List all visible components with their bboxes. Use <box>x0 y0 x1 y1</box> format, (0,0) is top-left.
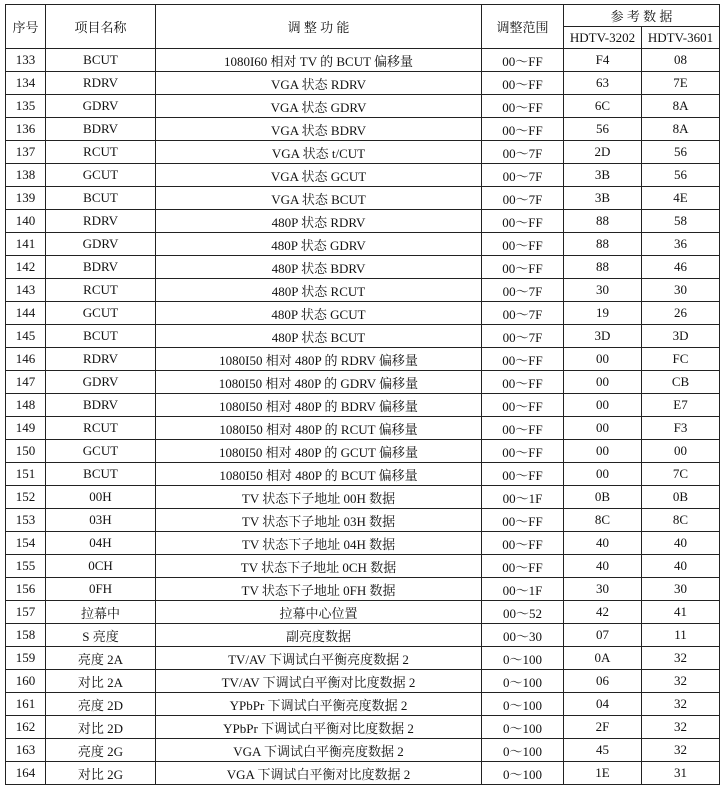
cell-hdtv-3601: 11 <box>642 624 720 647</box>
page <box>5 4 720 785</box>
cell-index: 133 <box>6 49 46 72</box>
cell-index: 140 <box>6 210 46 233</box>
cell-function: 480P 状态 GDRV <box>156 233 482 256</box>
cell-function: VGA 状态 GDRV <box>156 95 482 118</box>
cell-hdtv-3202: 00 <box>564 371 642 394</box>
table-row <box>6 95 720 118</box>
cell-range: 00～FF <box>482 463 564 486</box>
cell-function: 1080I50 相对 480P 的 GDRV 偏移量 <box>156 371 482 394</box>
cell-function: 1080I60 相对 TV 的 BCUT 偏移量 <box>156 49 482 72</box>
cell-function: VGA 下调试白平衡对比度数据 2 <box>156 762 482 785</box>
cell-range: 00～FF <box>482 417 564 440</box>
cell-hdtv-3202: 2D <box>564 141 642 164</box>
cell-index: 153 <box>6 509 46 532</box>
cell-index: 136 <box>6 118 46 141</box>
cell-hdtv-3202: 00 <box>564 394 642 417</box>
cell-index: 145 <box>6 325 46 348</box>
cell-hdtv-3601: 32 <box>642 693 720 716</box>
table-header <box>6 5 720 49</box>
table-row <box>6 509 720 532</box>
cell-hdtv-3202: 04 <box>564 693 642 716</box>
cell-item-name: 04H <box>46 532 156 555</box>
header-item-name: 项目名称 <box>46 5 156 49</box>
cell-hdtv-3601: 4E <box>642 187 720 210</box>
table-row <box>6 210 720 233</box>
cell-index: 155 <box>6 555 46 578</box>
cell-hdtv-3601: 00 <box>642 440 720 463</box>
table-row <box>6 693 720 716</box>
cell-function: YPbPr 下调试白平衡亮度数据 2 <box>156 693 482 716</box>
cell-hdtv-3601: 46 <box>642 256 720 279</box>
cell-item-name: 亮度 2D <box>46 693 156 716</box>
cell-index: 139 <box>6 187 46 210</box>
cell-hdtv-3601: 56 <box>642 141 720 164</box>
cell-item-name: 拉幕中 <box>46 601 156 624</box>
table-row <box>6 256 720 279</box>
cell-index: 154 <box>6 532 46 555</box>
cell-hdtv-3601: 32 <box>642 647 720 670</box>
table-row <box>6 532 720 555</box>
cell-range: 00～FF <box>482 118 564 141</box>
table-row <box>6 647 720 670</box>
cell-item-name: RDRV <box>46 348 156 371</box>
table-row <box>6 578 720 601</box>
cell-hdtv-3202: 1E <box>564 762 642 785</box>
cell-hdtv-3601: F3 <box>642 417 720 440</box>
cell-index: 146 <box>6 348 46 371</box>
table-row <box>6 670 720 693</box>
header-range: 调整范围 <box>482 5 564 49</box>
cell-item-name: RCUT <box>46 417 156 440</box>
cell-hdtv-3601: 8C <box>642 509 720 532</box>
cell-index: 162 <box>6 716 46 739</box>
cell-hdtv-3601: 40 <box>642 555 720 578</box>
cell-function: TV 状态下子地址 04H 数据 <box>156 532 482 555</box>
cell-hdtv-3202: 30 <box>564 578 642 601</box>
cell-range: 00～FF <box>482 233 564 256</box>
cell-hdtv-3202: 45 <box>564 739 642 762</box>
cell-item-name: BCUT <box>46 187 156 210</box>
cell-hdtv-3601: 56 <box>642 164 720 187</box>
cell-index: 164 <box>6 762 46 785</box>
cell-range: 0～100 <box>482 647 564 670</box>
cell-range: 0～100 <box>482 716 564 739</box>
cell-item-name: GCUT <box>46 164 156 187</box>
cell-index: 134 <box>6 72 46 95</box>
header-function: 调 整 功 能 <box>156 5 482 49</box>
cell-item-name: 对比 2D <box>46 716 156 739</box>
cell-item-name: BCUT <box>46 325 156 348</box>
cell-function: TV 状态下子地址 0CH 数据 <box>156 555 482 578</box>
cell-function: 480P 状态 BCUT <box>156 325 482 348</box>
cell-function: VGA 状态 BDRV <box>156 118 482 141</box>
cell-range: 00～7F <box>482 164 564 187</box>
cell-hdtv-3601: 0B <box>642 486 720 509</box>
cell-item-name: BCUT <box>46 49 156 72</box>
cell-item-name: GCUT <box>46 302 156 325</box>
cell-hdtv-3601: 58 <box>642 210 720 233</box>
cell-hdtv-3202: 3D <box>564 325 642 348</box>
cell-function: 1080I50 相对 480P 的 BCUT 偏移量 <box>156 463 482 486</box>
cell-range: 00～FF <box>482 371 564 394</box>
table-row <box>6 394 720 417</box>
cell-item-name: 对比 2A <box>46 670 156 693</box>
table-row <box>6 187 720 210</box>
cell-function: 1080I50 相对 480P 的 GCUT 偏移量 <box>156 440 482 463</box>
cell-range: 00～FF <box>482 394 564 417</box>
cell-function: 1080I50 相对 480P 的 BDRV 偏移量 <box>156 394 482 417</box>
cell-hdtv-3202: 88 <box>564 233 642 256</box>
cell-range: 00～30 <box>482 624 564 647</box>
cell-function: VGA 下调试白平衡亮度数据 2 <box>156 739 482 762</box>
cell-hdtv-3202: 07 <box>564 624 642 647</box>
cell-index: 143 <box>6 279 46 302</box>
table-row <box>6 279 720 302</box>
cell-index: 138 <box>6 164 46 187</box>
table-row <box>6 164 720 187</box>
cell-index: 149 <box>6 417 46 440</box>
cell-hdtv-3202: 3B <box>564 187 642 210</box>
cell-hdtv-3202: 56 <box>564 118 642 141</box>
cell-hdtv-3601: E7 <box>642 394 720 417</box>
table-row <box>6 601 720 624</box>
cell-item-name: 0CH <box>46 555 156 578</box>
cell-index: 135 <box>6 95 46 118</box>
cell-range: 00～FF <box>482 210 564 233</box>
table-row <box>6 49 720 72</box>
cell-hdtv-3202: 19 <box>564 302 642 325</box>
cell-hdtv-3202: 6C <box>564 95 642 118</box>
cell-range: 00～FF <box>482 555 564 578</box>
cell-range: 00～7F <box>482 279 564 302</box>
cell-hdtv-3202: 0A <box>564 647 642 670</box>
table-row <box>6 762 720 785</box>
cell-function: 1080I50 相对 480P 的 RCUT 偏移量 <box>156 417 482 440</box>
table-row <box>6 371 720 394</box>
cell-item-name: 对比 2G <box>46 762 156 785</box>
cell-hdtv-3601: 7E <box>642 72 720 95</box>
cell-range: 0～100 <box>482 693 564 716</box>
cell-function: YPbPr 下调试白平衡对比度数据 2 <box>156 716 482 739</box>
cell-index: 163 <box>6 739 46 762</box>
cell-index: 158 <box>6 624 46 647</box>
cell-hdtv-3601: 30 <box>642 279 720 302</box>
cell-hdtv-3601: 08 <box>642 49 720 72</box>
cell-hdtv-3202: F4 <box>564 49 642 72</box>
cell-index: 148 <box>6 394 46 417</box>
cell-hdtv-3202: 63 <box>564 72 642 95</box>
cell-item-name: RCUT <box>46 279 156 302</box>
cell-hdtv-3202: 00 <box>564 440 642 463</box>
cell-hdtv-3202: 00 <box>564 463 642 486</box>
cell-range: 00～7F <box>482 325 564 348</box>
cell-index: 144 <box>6 302 46 325</box>
cell-range: 00～7F <box>482 302 564 325</box>
parameter-table <box>5 4 720 785</box>
cell-item-name: 0FH <box>46 578 156 601</box>
cell-hdtv-3601: 26 <box>642 302 720 325</box>
cell-range: 00～7F <box>482 141 564 164</box>
cell-range: 00～52 <box>482 601 564 624</box>
cell-index: 159 <box>6 647 46 670</box>
cell-hdtv-3202: 88 <box>564 256 642 279</box>
cell-index: 160 <box>6 670 46 693</box>
table-row <box>6 624 720 647</box>
table-row <box>6 739 720 762</box>
cell-hdtv-3202: 2F <box>564 716 642 739</box>
cell-function: TV/AV 下调试白平衡亮度数据 2 <box>156 647 482 670</box>
table-row <box>6 118 720 141</box>
cell-hdtv-3601: 30 <box>642 578 720 601</box>
table-row <box>6 440 720 463</box>
cell-hdtv-3202: 8C <box>564 509 642 532</box>
cell-hdtv-3202: 00 <box>564 348 642 371</box>
cell-hdtv-3601: 8A <box>642 95 720 118</box>
table-body <box>6 49 720 785</box>
cell-index: 157 <box>6 601 46 624</box>
cell-function: 480P 状态 RDRV <box>156 210 482 233</box>
cell-hdtv-3202: 0B <box>564 486 642 509</box>
header-model-hdtv-3202: HDTV-3202 <box>564 27 642 49</box>
cell-function: 拉幕中心位置 <box>156 601 482 624</box>
cell-hdtv-3601: 41 <box>642 601 720 624</box>
table-row <box>6 348 720 371</box>
cell-item-name: 03H <box>46 509 156 532</box>
cell-function: 480P 状态 RCUT <box>156 279 482 302</box>
cell-index: 156 <box>6 578 46 601</box>
cell-index: 147 <box>6 371 46 394</box>
cell-hdtv-3601: 7C <box>642 463 720 486</box>
cell-function: VGA 状态 t/CUT <box>156 141 482 164</box>
cell-range: 00～FF <box>482 72 564 95</box>
table-row <box>6 72 720 95</box>
cell-function: 1080I50 相对 480P 的 RDRV 偏移量 <box>156 348 482 371</box>
cell-item-name: RCUT <box>46 141 156 164</box>
cell-function: 副亮度数据 <box>156 624 482 647</box>
cell-function: TV/AV 下调试白平衡对比度数据 2 <box>156 670 482 693</box>
cell-range: 0～100 <box>482 762 564 785</box>
cell-hdtv-3601: 32 <box>642 716 720 739</box>
cell-hdtv-3202: 40 <box>564 555 642 578</box>
cell-item-name: RDRV <box>46 210 156 233</box>
cell-function: VGA 状态 BCUT <box>156 187 482 210</box>
cell-hdtv-3601: 32 <box>642 739 720 762</box>
cell-item-name: 亮度 2A <box>46 647 156 670</box>
cell-function: TV 状态下子地址 03H 数据 <box>156 509 482 532</box>
cell-item-name: GDRV <box>46 95 156 118</box>
header-reference-data: 参 考 数 据 <box>564 5 720 27</box>
cell-item-name: GCUT <box>46 440 156 463</box>
cell-index: 137 <box>6 141 46 164</box>
cell-range: 00～7F <box>482 187 564 210</box>
table-row <box>6 716 720 739</box>
cell-item-name: 亮度 2G <box>46 739 156 762</box>
cell-hdtv-3601: 32 <box>642 670 720 693</box>
cell-item-name: RDRV <box>46 72 156 95</box>
cell-item-name: BCUT <box>46 463 156 486</box>
cell-hdtv-3601: 40 <box>642 532 720 555</box>
header-index: 序号 <box>6 5 46 49</box>
cell-hdtv-3601: 8A <box>642 118 720 141</box>
cell-hdtv-3202: 3B <box>564 164 642 187</box>
cell-item-name: S 亮度 <box>46 624 156 647</box>
cell-hdtv-3601: 3D <box>642 325 720 348</box>
cell-hdtv-3202: 06 <box>564 670 642 693</box>
cell-index: 151 <box>6 463 46 486</box>
cell-item-name: BDRV <box>46 394 156 417</box>
cell-range: 00～1F <box>482 486 564 509</box>
cell-hdtv-3202: 40 <box>564 532 642 555</box>
table-row <box>6 486 720 509</box>
cell-item-name: 00H <box>46 486 156 509</box>
cell-hdtv-3601: 31 <box>642 762 720 785</box>
table-row <box>6 463 720 486</box>
cell-range: 00～FF <box>482 440 564 463</box>
cell-item-name: GDRV <box>46 233 156 256</box>
cell-item-name: BDRV <box>46 118 156 141</box>
cell-hdtv-3601: CB <box>642 371 720 394</box>
cell-item-name: GDRV <box>46 371 156 394</box>
cell-range: 00～FF <box>482 532 564 555</box>
table-row <box>6 417 720 440</box>
cell-index: 141 <box>6 233 46 256</box>
cell-hdtv-3202: 88 <box>564 210 642 233</box>
cell-range: 00～FF <box>482 348 564 371</box>
cell-function: 480P 状态 BDRV <box>156 256 482 279</box>
cell-function: TV 状态下子地址 0FH 数据 <box>156 578 482 601</box>
table-row <box>6 233 720 256</box>
table-row <box>6 141 720 164</box>
cell-range: 0～100 <box>482 670 564 693</box>
table-row <box>6 555 720 578</box>
header-model-hdtv-3601: HDTV-3601 <box>642 27 720 49</box>
cell-range: 0～100 <box>482 739 564 762</box>
cell-hdtv-3202: 30 <box>564 279 642 302</box>
cell-index: 152 <box>6 486 46 509</box>
cell-index: 150 <box>6 440 46 463</box>
table-row <box>6 325 720 348</box>
cell-range: 00～FF <box>482 256 564 279</box>
cell-hdtv-3601: FC <box>642 348 720 371</box>
cell-index: 161 <box>6 693 46 716</box>
cell-range: 00～FF <box>482 509 564 532</box>
cell-hdtv-3601: 36 <box>642 233 720 256</box>
cell-range: 00～FF <box>482 95 564 118</box>
cell-function: VGA 状态 GCUT <box>156 164 482 187</box>
cell-function: 480P 状态 GCUT <box>156 302 482 325</box>
cell-range: 00～1F <box>482 578 564 601</box>
table-row <box>6 302 720 325</box>
cell-item-name: BDRV <box>46 256 156 279</box>
cell-function: TV 状态下子地址 00H 数据 <box>156 486 482 509</box>
cell-index: 142 <box>6 256 46 279</box>
cell-hdtv-3202: 42 <box>564 601 642 624</box>
cell-range: 00～FF <box>482 49 564 72</box>
cell-function: VGA 状态 RDRV <box>156 72 482 95</box>
cell-hdtv-3202: 00 <box>564 417 642 440</box>
